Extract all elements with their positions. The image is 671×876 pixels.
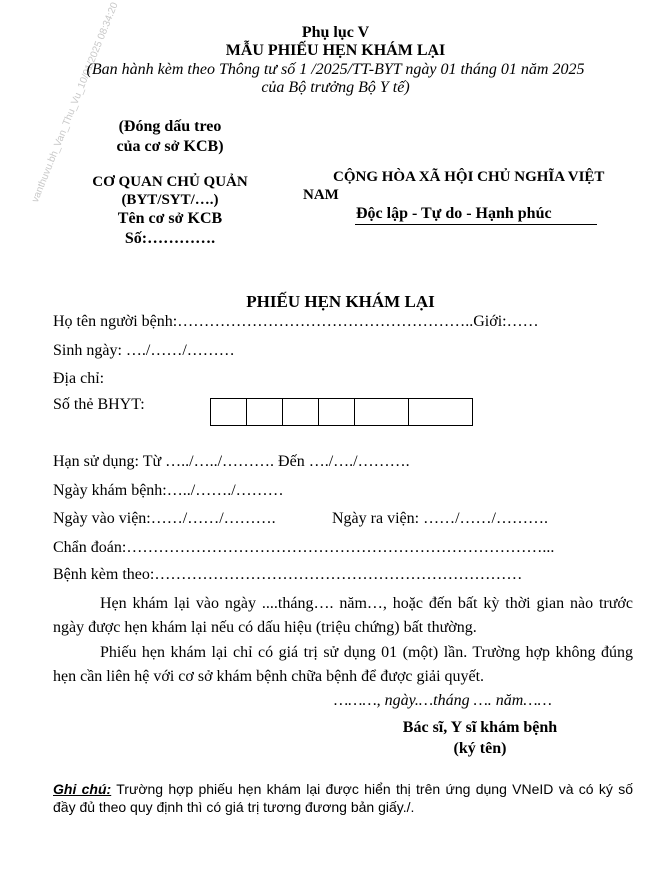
insurance-box-6 [408, 398, 473, 426]
form-title: MẪU PHIẾU HẸN KHÁM LẠI [225, 42, 446, 59]
insurance-box-2 [246, 398, 283, 426]
stamp-note-line-1: (Đóng dấu treo [118, 118, 222, 135]
stamp-note-line-2: của cơ sở KCB) [116, 138, 224, 155]
issued-line-1: (Ban hành kèm theo Thông tư số 1 /2025/TT-BYT ngày 01 tháng 01 năm 2025 [86, 61, 585, 78]
signature-date-line: ………, ngày.…tháng …. năm…… [334, 692, 552, 709]
field-diagnosis: Chẩn đoán:……………………………………………………………………... [53, 539, 555, 556]
field-dob: Sinh ngày: …./……/……… [53, 342, 235, 359]
field-patient-name: Họ tên người bệnh:………………………………………………..Giới:…… [53, 313, 539, 330]
agency-name: CƠ QUAN CHỦ QUẢN [92, 174, 248, 190]
insurance-box-4 [318, 398, 355, 426]
signature-title: Bác sĩ, Y sĩ khám bệnh [402, 719, 558, 736]
insurance-box-5 [354, 398, 409, 426]
field-address: Địa chỉ: [53, 370, 105, 387]
field-admit-date: Ngày vào viện:……/……/………. [53, 510, 276, 527]
motto-underline [355, 224, 597, 225]
field-visit-date: Ngày khám bệnh:…../……./……… [53, 482, 284, 499]
agency-code: (BYT/SYT/….) [121, 192, 219, 208]
insurance-box-3 [282, 398, 319, 426]
issued-line-2: của Bộ trưởng Bộ Y tế) [261, 79, 410, 96]
validity-paragraph: Phiếu hẹn khám lại chỉ có giá trị sử dụng 01 (một) lần. Trường hợp không đúng hẹn cần liên hệ với cơ sở khám bệnh chữa bệnh để được giải quyết. [53, 644, 633, 685]
field-insurance-card: Số thẻ BHYT: [53, 396, 145, 413]
national-motto: Độc lập - Tự do - Hạnh phúc [356, 205, 552, 222]
field-comorbidity: Bệnh kèm theo:…………………………………………………………… [53, 566, 523, 583]
facility-name: Tên cơ sở KCB [117, 210, 223, 227]
national-name-cont: NAM [303, 187, 339, 203]
footnote [53, 780, 633, 816]
appendix-label: Phụ lục V [301, 24, 370, 41]
national-name: CỘNG HÒA XÃ HỘI CHỦ NGHĨA VIỆT [333, 169, 605, 185]
insurance-box-1 [210, 398, 247, 426]
signature-note: (ký tên) [453, 740, 507, 757]
watermark: vanthuvu.bh_Van_Thu_Vu_10/01/2025 08:34:20 [30, 0, 121, 205]
field-discharge-date: Ngày ra viện: ……/……/………. [332, 510, 548, 527]
footnote-text: Trường hợp phiếu hẹn khám lại được hiển thị trên ứng dụng VNeID và có ký số đầy đủ theo quy định thì có giá trị tương đương bản giấy./. [53, 781, 633, 815]
footnote-label: Ghi chú: [53, 781, 112, 797]
document-title: PHIẾU HẸN KHÁM LẠI [246, 292, 435, 311]
appointment-paragraph: Hẹn khám lại vào ngày ....tháng…. năm…, hoặc đến bất kỳ thời gian nào trước ngày được hẹn khám lại nếu có dấu hiệu (triệu chứng) bất thường. [53, 595, 633, 636]
document-number: Số:…………. [124, 230, 216, 247]
field-validity: Hạn sử dụng: Từ …../…../………. Đến …./…./………. [53, 453, 410, 470]
